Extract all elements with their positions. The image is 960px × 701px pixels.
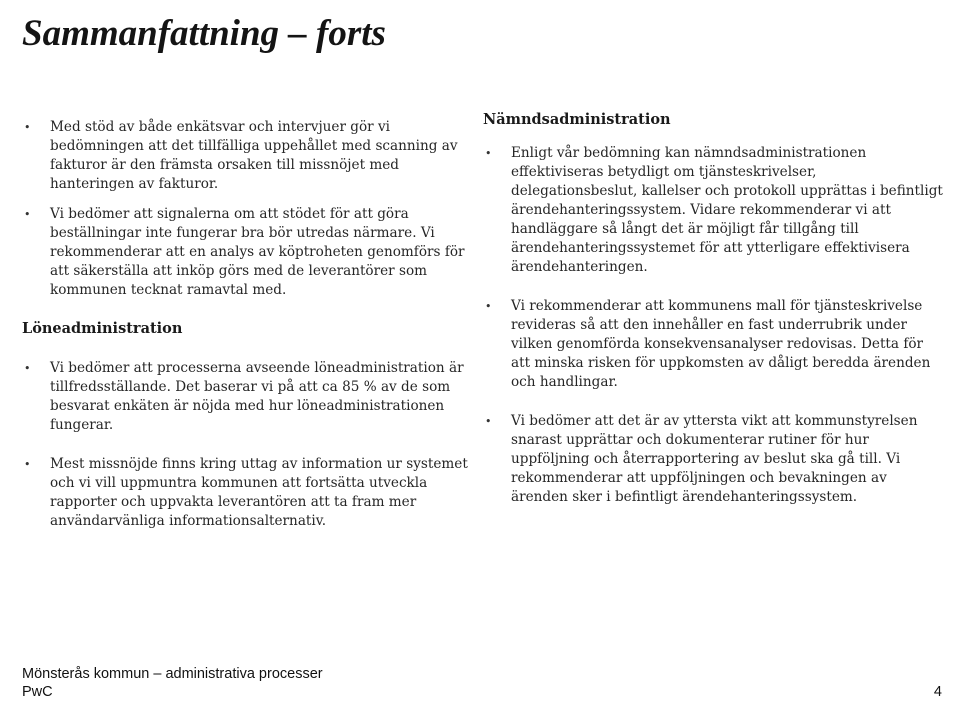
section-heading-namndsadministration: Nämndsadministration bbox=[483, 111, 671, 128]
payroll-bullet-list bbox=[22, 359, 480, 531]
bullet-text: Vi bedömer att det är av yttersta vikt att kommunstyrelsen snarast upprättar och dokumenterar rutiner för hur uppföljning och återrapportering av beslut ska gå till. Vi rekommenderar att uppföljningen och bevakningen av ärenden sker i befintligt ärendehanteringssystem. bbox=[511, 413, 918, 505]
slide-title: Sammanfattning – forts bbox=[22, 13, 386, 54]
list-item bbox=[22, 205, 480, 300]
page-number: 4 bbox=[933, 684, 942, 700]
bullet-text: Vi bedömer att signalerna om att stödet för att göra beställningar inte fungerar bra bör utredas närmare. Vi rekommenderar att en analys av köptroheten genomförs för att säkerställa att inköp görs med de leverantörer som kommunen tecknat ramavtal med. bbox=[50, 206, 465, 298]
right-column bbox=[483, 110, 943, 527]
bullet-text: Med stöd av både enkätsvar och intervjuer gör vi bedömningen att det tillfälliga uppehållet med scanning av fakturor är den främsta orsaken till missnöjet med hanteringen av fakturor. bbox=[50, 119, 458, 192]
footer-company-name: PwC bbox=[22, 684, 53, 700]
list-item bbox=[483, 144, 943, 277]
bullet-icon: • bbox=[24, 121, 31, 134]
left-column bbox=[22, 118, 480, 551]
bullet-icon: • bbox=[485, 300, 492, 313]
bullet-text: Enligt vår bedömning kan nämndsadministrationen effektiviseras betydligt om tjänsteskrivelser, delegationsbeslut, kallelser och protokoll upprättas i befintligt ärendehanteringssystem. Vidare rekommenderar vi att handläggare så långt det är möjligt får tillgång till ärendehanteringssystemet för att ytterligare effektivisera ärendehanteringen. bbox=[511, 145, 943, 275]
bullet-icon: • bbox=[24, 362, 31, 375]
list-item bbox=[483, 412, 943, 507]
bullet-icon: • bbox=[24, 458, 31, 471]
list-item bbox=[22, 118, 480, 194]
bullet-icon: • bbox=[485, 147, 492, 160]
bullet-icon: • bbox=[24, 208, 31, 221]
bullet-text: Vi rekommenderar att kommunens mall för tjänsteskrivelse revideras så att den innehåller en fast underrubrik under vilken genomförda konsekvensanalyser redovisas. Detta för att minska risken för uppkomsten av dåligt beredda ärenden och handlingar. bbox=[511, 298, 931, 390]
list-item bbox=[22, 455, 480, 531]
list-item bbox=[483, 297, 943, 392]
bullet-text: Mest missnöjde finns kring uttag av information ur systemet och vi vill uppmuntra kommunen att fortsätta utveckla rapporter och uppvakta leverantören att ta fram mer användarvänliga informationsalternativ. bbox=[50, 456, 468, 529]
summary-bullet-list bbox=[22, 118, 480, 300]
bullet-icon: • bbox=[485, 415, 492, 428]
section-heading-loneadministration: Löneadministration bbox=[22, 320, 183, 337]
committee-bullet-list bbox=[483, 144, 943, 507]
bullet-text: Vi bedömer att processerna avseende löneadministration är tillfredsställande. Det baserar vi på att ca 85 % av de som besvarat enkäten är nöjda med hur löneadministrationen fungerar. bbox=[50, 360, 464, 433]
list-item bbox=[22, 359, 480, 435]
footer-document-title: Mönsterås kommun – administrativa processer bbox=[22, 666, 323, 682]
